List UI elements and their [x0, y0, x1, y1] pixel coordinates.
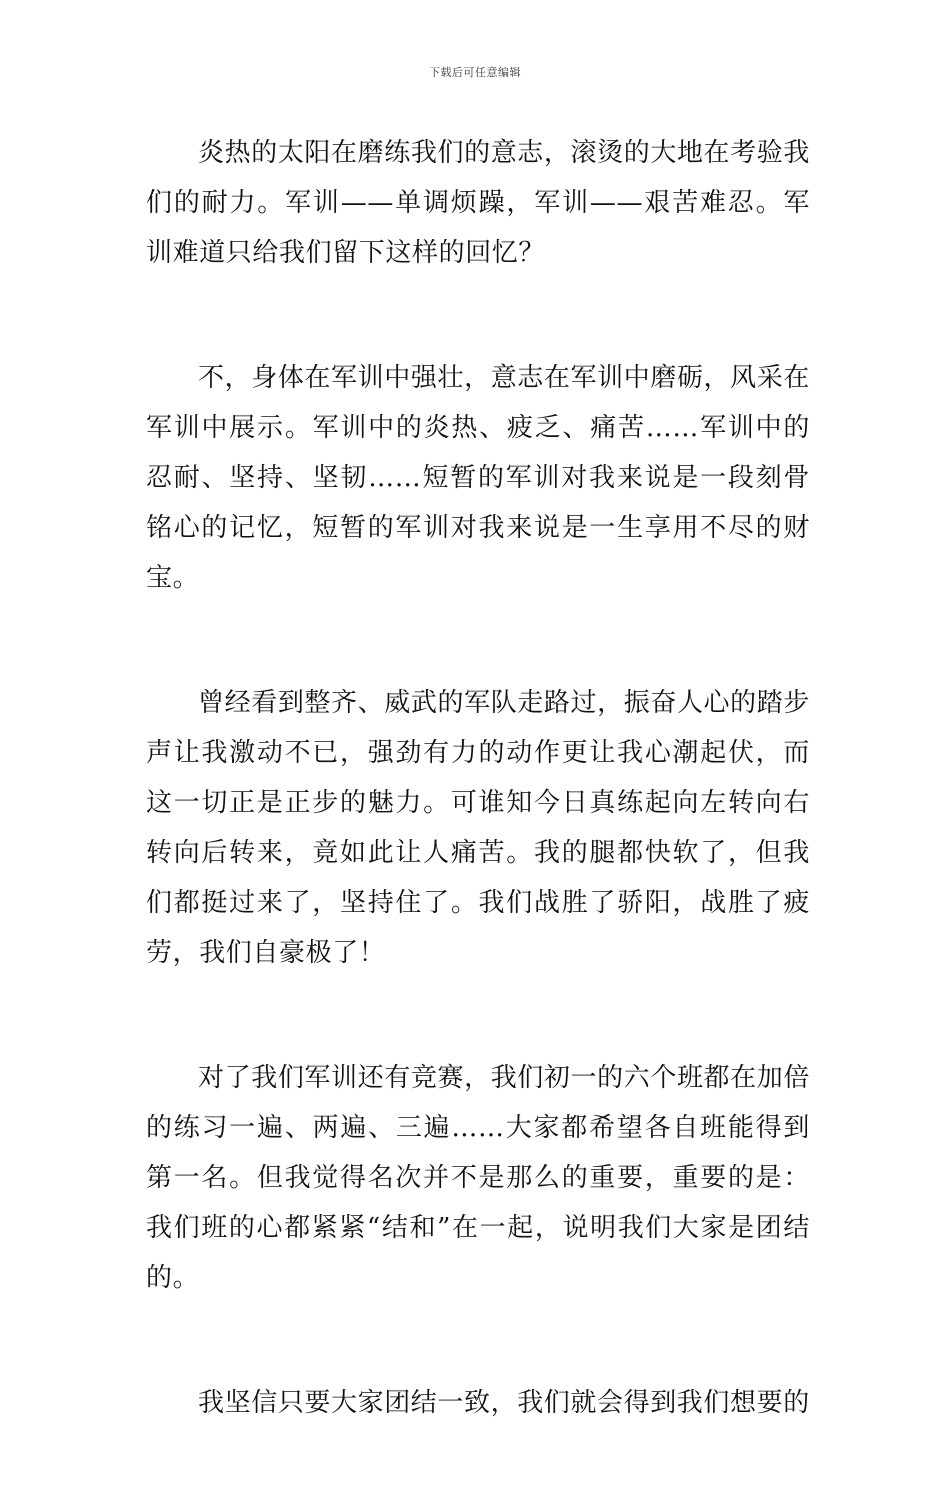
paragraph: 我坚信只要大家团结一致，我们就会得到我们想要的: [198, 1388, 810, 1418]
document-body: [146, 128, 810, 1503]
page-header: 下载后可任意编辑: [429, 66, 521, 79]
paragraph: 不，身体在军训中强壮，意志在军训中磨砺，风采在军训中展示。军训中的炎热、疲乏、痛苦……军训中的忍耐、坚持、坚韧……短暂的军训对我来说是一段刻骨铭心的记忆，短暂的军训对我来说是一生享用不尽的财宝。: [146, 363, 810, 593]
paragraph: 曾经看到整齐、威武的军队走路过，振奋人心的踏步声让我激动不已，强劲有力的动作更让我心潮起伏，而这一切正是正步的魅力。可谁知今日真练起向左转向右转向后转来，竟如此让人痛苦。我的腿都快软了，但我们都挺过来了，坚持住了。我们战胜了骄阳，战胜了疲劳，我们自豪极了！: [146, 688, 810, 968]
paragraph: 炎热的太阳在磨练我们的意志，滚烫的大地在考验我们的耐力。军训——单调烦躁，军训——艰苦难忍。军训难道只给我们留下这样的回忆？: [146, 138, 810, 268]
paragraph: 对了我们军训还有竞赛，我们初一的六个班都在加倍的练习一遍、两遍、三遍……大家都希望各自班能得到第一名。但我觉得名次并不是那么的重要，重要的是：我们班的心都紧紧“结和”在一起，说明我们大家是团结的。: [146, 1063, 810, 1293]
